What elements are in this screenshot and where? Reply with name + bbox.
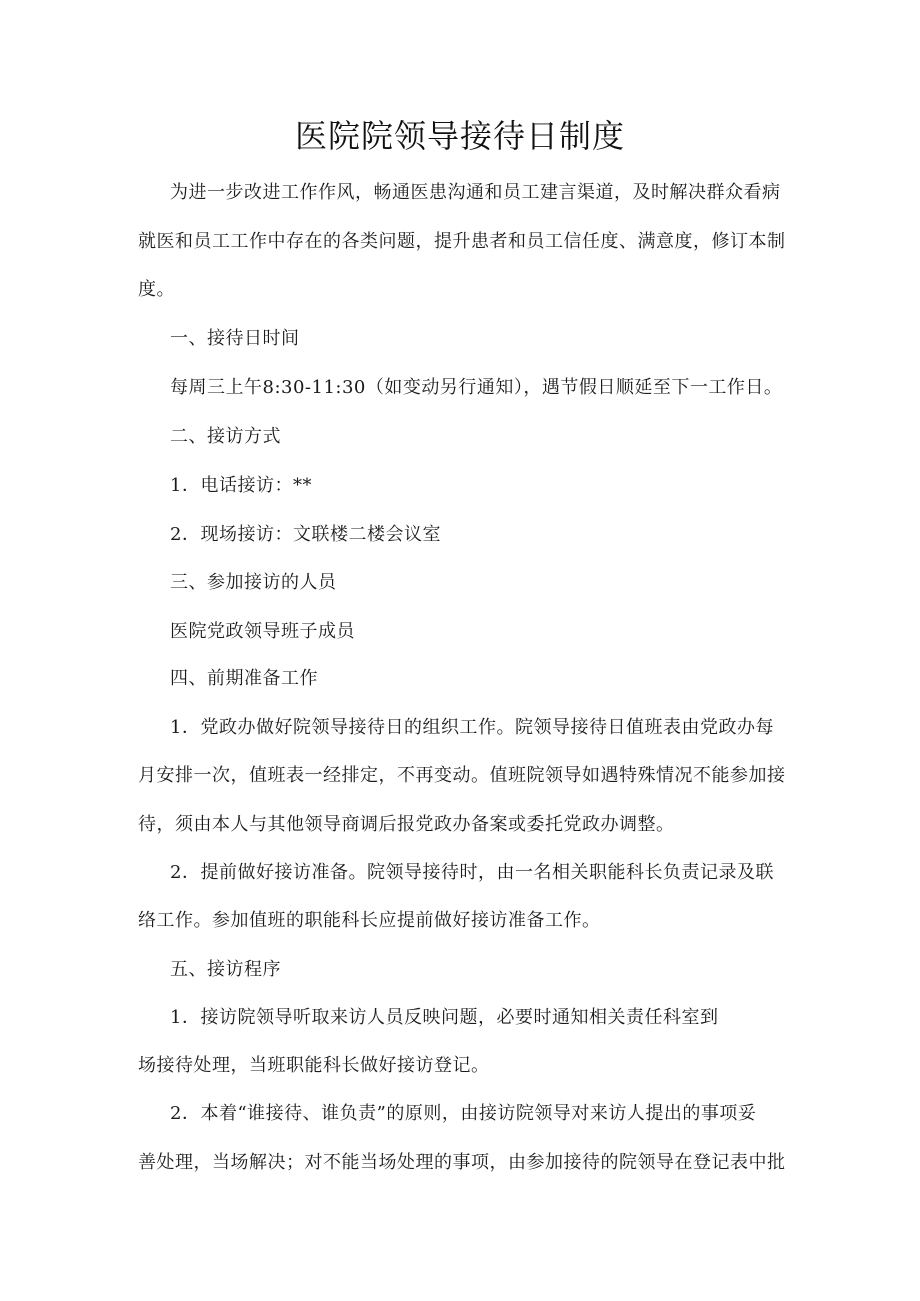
list-item-prep-1-line-3: 待，须由本人与其他领导商调后报党政办备案或委托党政办调整。 <box>138 814 675 835</box>
document-title: 医院院领导接待日制度 <box>294 117 625 155</box>
list-item-proc-1-line-2: 场接待处理，当班职能科长做好接访登记。 <box>138 1055 490 1076</box>
section-heading-1: 一、接待日时间 <box>170 328 300 349</box>
section-heading-4: 四、前期准备工作 <box>170 668 318 689</box>
paragraph-participants: 医院党政领导班子成员 <box>170 621 355 642</box>
paragraph-intro-line-1: 为进一步改进工作作风，畅通医患沟通和员工建言渠道，及时解决群众看病 <box>170 182 781 203</box>
paragraph-intro-line-3: 度。 <box>138 279 175 300</box>
list-item-prep-1-line-2: 月安排一次，值班表一经排定，不再变动。值班院领导如遇特殊情况不能参加接 <box>138 765 786 786</box>
section-heading-2: 二、接访方式 <box>170 426 281 447</box>
list-item-prep-2-line-1: 2．提前做好接访准备。院领导接待时，由一名相关职能科长负责记录及联 <box>170 862 774 883</box>
paragraph-reception-time: 每周三上午8:30-11:30（如变动另行通知），遇节假日顺延至下一工作日。 <box>170 377 783 398</box>
list-item-phone: 1．电话接访：** <box>170 475 312 496</box>
list-item-prep-1-line-1: 1．党政办做好院领导接待日的组织工作。院领导接待日值班表由党政办每 <box>170 717 774 738</box>
section-heading-5: 五、接访程序 <box>170 959 281 980</box>
section-heading-3: 三、参加接访的人员 <box>170 572 337 593</box>
list-item-onsite: 2．现场接访：文联楼二楼会议室 <box>170 524 441 545</box>
list-item-prep-2-line-2: 络工作。参加值班的职能科长应提前做好接访准备工作。 <box>138 910 601 931</box>
list-item-proc-2-line-2: 善处理，当场解决；对不能当场处理的事项，由参加接待的院领导在登记表中批 <box>138 1152 786 1173</box>
list-item-proc-1-line-1: 1．接访院领导听取来访人员反映问题，必要时通知相关责任科室到 <box>170 1007 719 1028</box>
paragraph-intro-line-2: 就医和员工工作中存在的各类问题，提升患者和员工信任度、满意度，修订本制 <box>138 231 786 252</box>
list-item-proc-2-line-1: 2．本着“谁接待、谁负责”的原则，由接访院领导对来访人提出的事项妥 <box>170 1103 757 1124</box>
